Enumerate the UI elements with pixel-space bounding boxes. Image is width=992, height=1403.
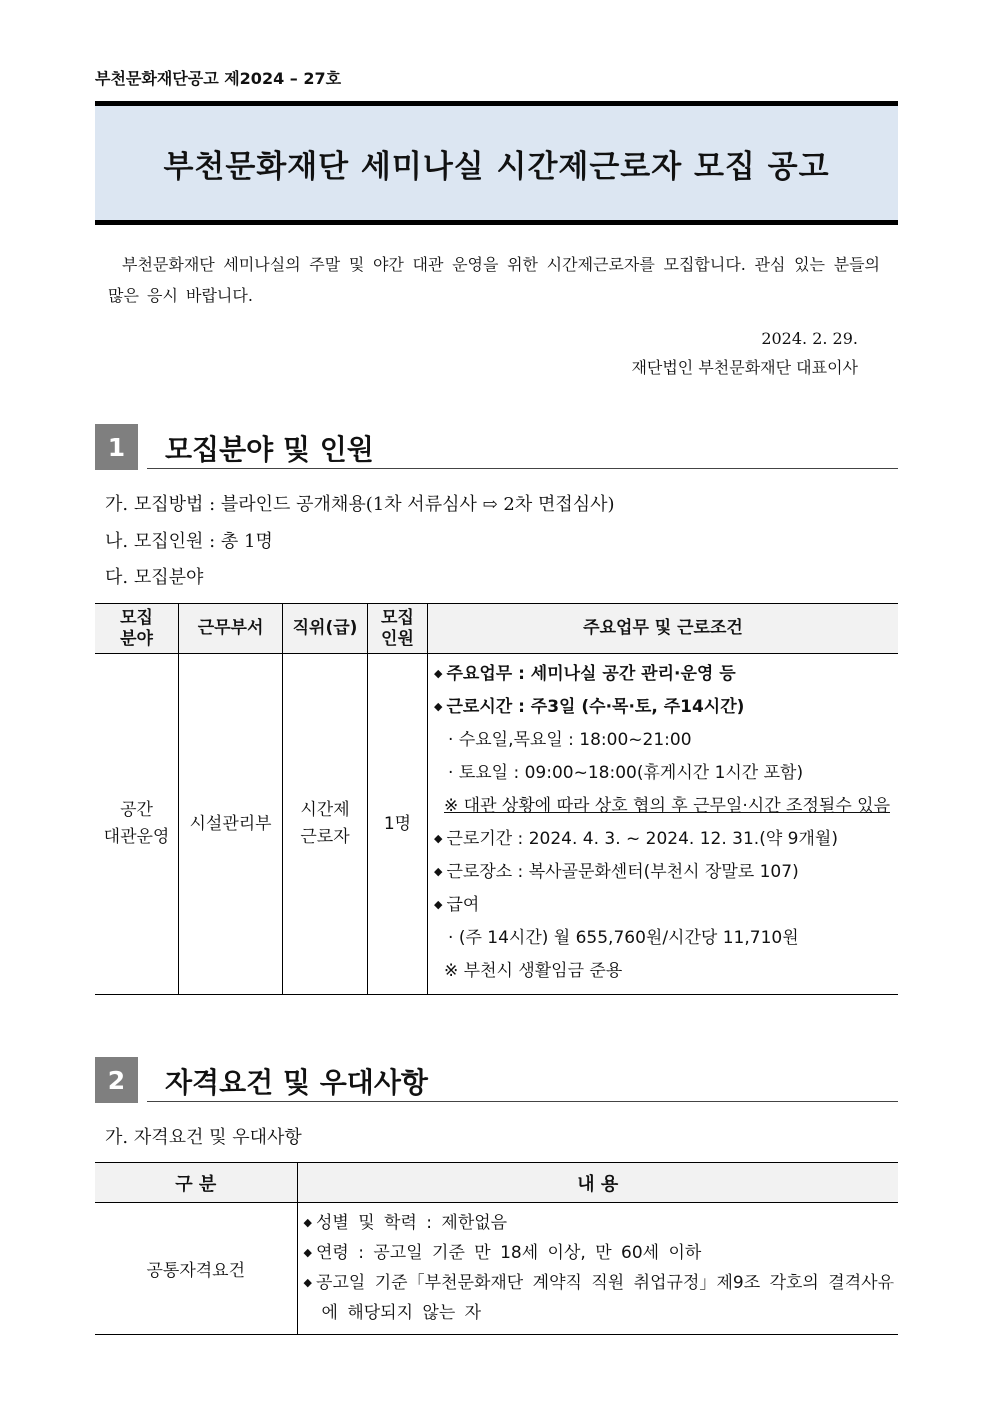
intro-paragraph: 부천문화재단 세미나실의 주말 및 야간 대관 운영을 위한 시간제근로자를 모집합니다. 관심 있는 분들의 많은 응시 바랍니다. — [108, 255, 880, 305]
notice-date: 2024. 2. 29. — [761, 329, 858, 348]
section-number: 1 — [95, 424, 138, 470]
section-title: 모집분야 및 인원 — [165, 433, 374, 466]
column-header: 근무부서 — [179, 604, 283, 654]
weekday-hours: · 수요일,목요일 : 18:00~21:00 — [448, 730, 692, 750]
position-cell: 시간제 근로자 — [283, 654, 368, 995]
requirement-item: ◆ 연령 : 공고일 기준 만 18세 이상, 만 60세 이하 — [303, 1243, 702, 1263]
recruit-field: 다. 모집분야 — [105, 567, 204, 588]
diamond-bullet-icon: ◆ — [434, 865, 443, 878]
recruit-method: 가. 모집방법 : 블라인드 공개채용(1차 서류심사 ⇨ 2차 면접심사) — [105, 494, 615, 515]
requirements-cell — [297, 1203, 898, 1335]
salary: · (주 14시간) 월 655,760원/시간당 11,710원 — [448, 928, 799, 948]
issuer: 재단법인 부천문화재단 대표이사 — [631, 358, 858, 377]
table-row — [95, 1203, 898, 1335]
table-row — [95, 654, 898, 995]
recruitment-table — [95, 603, 898, 995]
schedule-note: ※ 대관 상황에 따라 상호 협의 후 근무일·시간 조정될수 있음 — [444, 796, 890, 816]
work-place: ◆ 근로장소 : 복사골문화센터(부천시 장말로 107) — [434, 862, 799, 882]
salary-label: ◆ 급여 — [434, 895, 480, 915]
section-1-header — [95, 424, 898, 470]
middle-dot-icon: · — [448, 928, 459, 948]
section-divider — [147, 468, 898, 469]
column-header: 모집 인원 — [367, 604, 427, 654]
column-header: 구 분 — [95, 1163, 297, 1203]
field-cell: 공간 대관운영 — [95, 654, 179, 995]
qualification-subheading: 가. 자격요건 및 우대사항 — [105, 1127, 302, 1148]
saturday-hours: · 토요일 : 09:00~18:00(휴게시간 1시간 포함) — [448, 763, 804, 783]
duties-cell — [428, 654, 899, 995]
diamond-bullet-icon: ◆ — [434, 832, 443, 845]
count-cell: 1명 — [367, 654, 427, 995]
diamond-bullet-icon: ◆ — [434, 898, 443, 911]
column-header: 주요업무 및 근로조건 — [428, 604, 899, 654]
section-title: 자격요건 및 우대사항 — [165, 1066, 428, 1099]
column-header: 모집 분야 — [95, 604, 179, 654]
section-2-header — [95, 1057, 898, 1103]
requirement-item: ◆ 성별 및 학력 : 제한없음 — [303, 1213, 508, 1233]
column-header: 내 용 — [297, 1163, 898, 1203]
page-title: 부천문화재단 세미나실 시간제근로자 모집 공고 — [163, 148, 830, 185]
section-divider — [147, 1101, 898, 1102]
section-number: 2 — [95, 1057, 138, 1103]
category-cell: 공통자격요건 — [95, 1203, 297, 1335]
diamond-bullet-icon: ◆ — [303, 1216, 312, 1229]
diamond-bullet-icon: ◆ — [434, 700, 443, 713]
salary-note: ※ 부천시 생활임금 준용 — [444, 961, 623, 981]
recruit-count: 나. 모집인원 : 총 1명 — [105, 531, 273, 552]
qualification-table — [95, 1162, 898, 1335]
diamond-bullet-icon: ◆ — [303, 1246, 312, 1259]
column-header: 직위(급) — [283, 604, 368, 654]
work-hours: ◆ 근로시간 : 주3일 (수·목·토, 주14시간) — [434, 697, 745, 717]
requirement-item: ◆ 공고일 기준「부천문화재단 계약직 직원 취업규정」제9조 각호의 결격사유에 해당되지 않는 자 — [303, 1273, 894, 1323]
table-header-row — [95, 604, 898, 654]
table-header-row — [95, 1163, 898, 1203]
dept-cell: 시설관리부 — [179, 654, 283, 995]
title-box — [95, 101, 898, 225]
work-period: ◆ 근로기간 : 2024. 4. 3. ~ 2024. 12. 31.(약 9개월) — [434, 829, 838, 849]
middle-dot-icon: · — [448, 730, 459, 750]
middle-dot-icon: · — [448, 763, 459, 783]
diamond-bullet-icon: ◆ — [434, 667, 443, 680]
notice-number: 부천문화재단공고 제2024 – 27호 — [95, 69, 342, 88]
main-task: ◆ 주요업무 : 세미나실 공간 관리·운영 등 — [434, 664, 736, 684]
diamond-bullet-icon: ◆ — [303, 1276, 313, 1289]
